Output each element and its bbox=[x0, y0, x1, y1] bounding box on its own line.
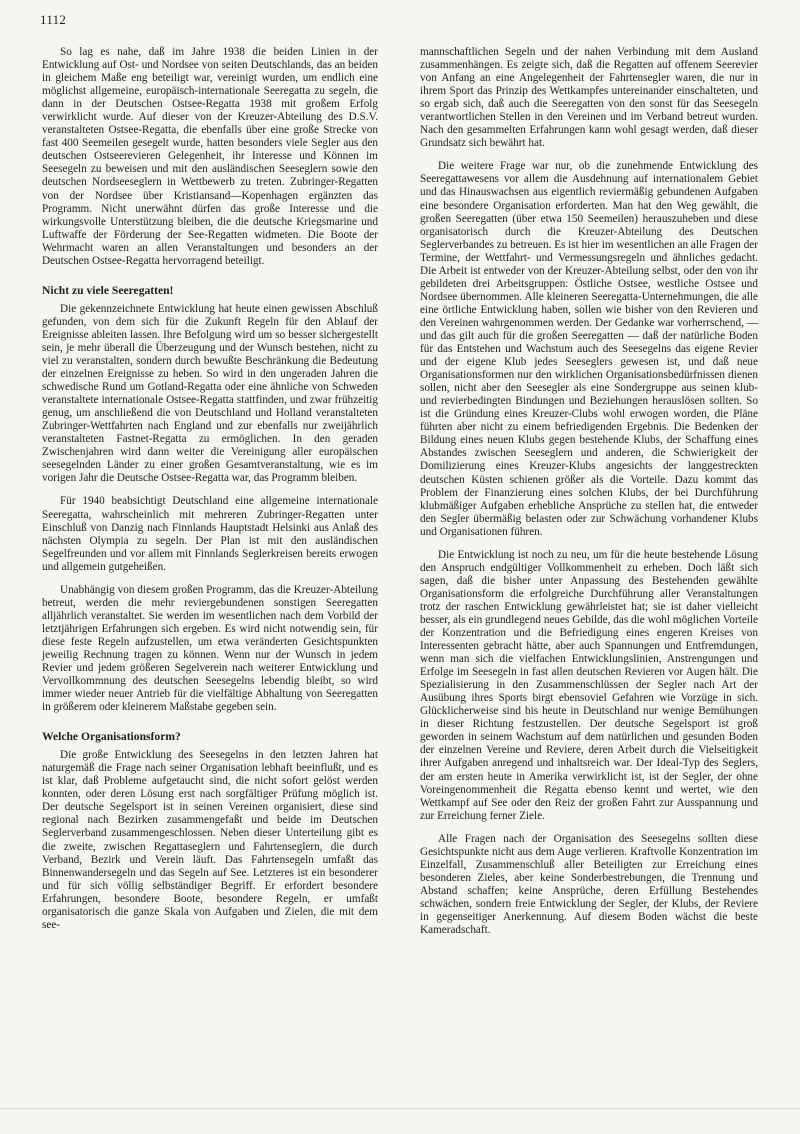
paragraph: Für 1940 beabsichtigt Deutschland eine allgemeine internationale Seeregatta, wahrscheinlich mit mehreren Zubringer-Regatten unter Einschluß von Danzig nach Finnlands Hauptstadt Helsinki aus Anlaß des nächsten Olympia zu segeln. Der Plan ist mit den ausländischen Segelfreunden und vor allem mit Finnlands Seglerkreisen bereits erwogen und allgemein gutgeheißen. bbox=[42, 495, 378, 573]
paragraph: So lag es nahe, daß im Jahre 1938 die beiden Linien in der Entwicklung auf Ost- und Nordsee von seiten Deutschlands, das an beiden in gleichem Maße eng beteiligt war, vereinigt wurden, um endlich eine möglichst allgemeine, europäisch-internationale Seeregatta zu segeln, die dann in der Deutschen Ostsee-Regatta 1938 mit großem Erfolg verwirklicht wurde. Auf dieser von der Kreuzer-Abteilung des D.S.V. veranstalteten Ostsee-Regatta, die ebenfalls über eine große Strecke von fast 400 Seemeilen gesegelt wurde, hatten besonders viele Segler aus den deutschen Ostseerevieren Gelegenheit, ihr Interesse und Können im Seesegeln zu beweisen und mit den ausländischen Seeseglern sowie den deutschen Nordseeseglern in Wettbewerb zu treten. Zubringer-Regatten von der Nordsee über Kristiansand—Kopenhagen ergänzten das Programm. Nicht unerwähnt dürfen das große Interesse und die wirkungsvolle Unterstützung bleiben, die die deutsche Kriegsmarine und Luftwaffe der Förderung der See-Regatten widmeten. Die Boote der Wehrmacht waren an allen Veranstaltungen und besonders an der Deutschen Ostsee-Regatta hervorragend beteiligt. bbox=[42, 46, 378, 267]
paragraph: Alle Fragen nach der Organisation des Seesegelns sollten diese Gesichtspunkte nicht aus dem Auge verlieren. Kraftvolle Konzentration im Einzelfall, Zusammenschluß aller Beteiligten zur Erreichung eines besonderen Zieles, aber keine Sonderbestrebungen, die Trennung und Abstand schaffen; keine Ansprüche, deren Erfüllung Bestehendes schwächen, sondern freie Entwicklung der Segler, der Klubs, der Reviere in gegenseitiger Anerkennung. Auf diesem Boden wächst die beste Kameradschaft. bbox=[420, 832, 758, 937]
paragraph: Unabhängig von diesem großen Programm, das die Kreuzer-Abteilung betreut, werden die mehr reviergebundenen sonstigen Seeregatten alljährlich veranstaltet. Sie werden im wesentlichen nach dem Vorbild der letztjährigen Erfahrungen sich ergeben. Es wird nicht notwendig sein, für diese feste Regeln aufzustellen, um etwa veränderten Gesichtspunkten jeweilig Rechnung tragen zu können. Wenn nur der Wunsch in jedem Revier und jedem größeren Segelverein nach weiterer Entwicklung und Vervollkommnung des deutschen Seesegelns lebendig bleibt, so wird immer wieder neuer Antrieb für die vielfältige Abhaltung von Seeregatten in größerem oder kleinerem Maßstabe gegeben sein. bbox=[42, 583, 378, 714]
page-edge-line bbox=[0, 1108, 800, 1109]
paragraph: Die gekennzeichnete Entwicklung hat heute einen gewissen Abschluß gefunden, von dem sich für die Zukunft Regeln für den Ablauf der Ereignisse ableiten lassen. Ihre Befolgung wird um so besser sichergestellt sein, je mehr überall die Überzeugung und der Wunsch bestehen, nicht zu viel zu veranstalten, sondern durch bewußte Beschränkung die Bedeutung der einzelnen Ereignisse zu heben. So wird in den ungeraden Jahren die schwedische Rund um Gotland-Regatta oder eine ähnliche von Schweden veranstaltete internationale Ostsee-Regatta stattfinden, und zwar frühzeitig genug, um anschließend die von Deutschland und Holland veranstalteten Zubringer-Wettfahrten nach England und zur ebenfalls nur zweijährlich veranstalteten Fastnet-Regatta zu ermöglichen. In den geraden Zwischenjahren wird dann weiter die Vereinigung aller europäischen seesegelnden Länder zu einer großen Gesamtveranstaltung, wie es im vorigen Jahr die Deutsche Ostsee-Regatta war, das Programm bleiben. bbox=[42, 302, 378, 485]
paragraph: mannschaftlichen Segeln und der nahen Verbindung mit dem Ausland zusammenhängen. Es zeigte sich, daß die Regatten auf offenem Seerevier von Anfang an eine Angelegenheit der Fahrtensegler waren, die nur in ihrem Sport das Prinzip des Wettkampfes untereinander einschalteten, und so ergab sich, daß auch die Seeregatten von den sonst für das Seesegeln verantwortlichen Stellen in den Vereinen und im Verband betreut wurden. Nach den gesammelten Erfahrungen kann wohl gesagt werden, daß dieser Grundsatz sich bewährt hat. bbox=[420, 46, 758, 150]
section-heading: Nicht zu viele Seeregatten! bbox=[42, 283, 174, 297]
right-column bbox=[420, 46, 758, 947]
section-heading: Welche Organisationsform? bbox=[42, 730, 181, 744]
paragraph: Die Entwicklung ist noch zu neu, um für die heute bestehende Lösung den Anspruch endgültiger Vollkommenheit zu erheben. Doch läßt sich sagen, daß die bisher unter Anpassung des Bestehenden gewählte Organisationsform die erfolgreiche Durchführung aller Veranstaltungen trotz der raschen Entwicklung gewährleistet hat; sie ist daher vielleicht besser, als ein grundlegend neues Gebilde, das die wohl möglichen Vorteile der Konzentration und die Befriedigung eines engeren Kreises von Interessenten gebracht hätte, aber auch Spannungen und Entfremdungen, wenn man sich die vielfachen Entwicklungslinien, Anstrengungen und Erfolge im Seesegeln in fast allen deutschen Revieren vor Augen hält. Die Spezialisierung in den Zusammenschlüssen der Segler nach Art der Ausübung ihres Sports birgt ebensoviel Gefahren wie Vorzüge in sich. Glücklicherweise sind bis heute in Deutschland nur wenige Bemühungen in dieser Richtung festzustellen. Der deutsche Segelsport ist groß geworden in seinem Wachstum auf dem natürlichen und gesunden Boden der einzelnen Vereine und Reviere, deren Arbeit durch die Vielseitigkeit ihrer Aufgaben anregend und inhaltsreich war. Der Ideal-Typ des Seglers, der am ersten heute in Amerika verwirklicht ist, ist der Segler, der ohne Voreingenommenheit die Regatta ebenso kennt und wertet, wie den Wettkampf auf See oder den Reiz der großen Fahrt zur Ausspannung und zur Erreichung ferner Ziele. bbox=[420, 548, 758, 822]
paragraph: Die große Entwicklung des Seesegelns in den letzten Jahren hat naturgemäß die Frage nach seiner Organisation lebhaft beeinflußt, und es ist klar, daß Probleme aufgetaucht sind, die nicht sofort gelöst werden konnten, oder deren Lösung erst nach sorgfältiger Prüfung möglich ist. Der deutsche Segelsport ist in seinen Vereinen organisiert, diese sind regional nach Bezirken zusammengefaßt und beide im Deutschen Seglerverband zusammengeschlossen. Neben dieser Unterteilung gibt es die zweite, zwischen Regattaseglern und Fahrtenseglern, die durch Verband, Bezirk und Verein läuft. Das Fahrtensegeln umfaßt das Binnenwandersegeln und das Segeln auf See. Letzteres ist ein besonderer und für sich völlig selbständiger Begriff. Er erfordert besondere Erfahrungen, besondere Boote, besondere Regeln, er umfaßt organisatorisch die ganze Skala von Aufgaben und Zielen, die mit dem see- bbox=[42, 749, 378, 931]
paragraph: Die weitere Frage war nur, ob die zunehmende Entwicklung des Seeregattawesens vor allem die Ausdehnung auf internationalem Gebiet und das Hinauswachsen aus eigentlich reviermäßig gebundenen Aufgaben eine besondere Organisation erforderten. Man hat den Weg gewählt, die großen Seeregatten (über etwa 150 Seemeilen) herauszuheben und diese organisatorisch durch die Kreuzer-Abteilung des Deutschen Seglerverbandes zu betreuen. Es ist hier im wesentlichen an alle Fragen der Termine, der Wettfahrt- und Vermessungsregeln und ähnliches gedacht. Die Arbeit ist entweder von der Kreuzer-Abteilung selbst, oder den von ihr gebildeten drei Arbeitsgruppen: Östliche Ostsee, westliche Ostsee und Nordsee übernommen. Alle kleineren Seeregatta-Unternehmungen, die alle eine örtliche Entwicklung haben, sollen wie bisher von den Revieren und den Vereinen wahrgenommen werden. Der Gedanke war vorherrschend, — und das gilt auch für die großen Seeregatten — daß der natürliche Boden für das Entstehen und Wachstum auch des Seesegelns das eigene Revier und der eigene Klub jedes Seeseglers gewesen ist, und daß neue Organisationsformen nur den wirklichen Organisationsbedürfnissen dienen sollen, nicht aber den Seesegler als eine Sondergruppe aus seinen klub- und revierbedingten Bindungen und Beziehungen herauslösen sollten. So ist die Gründung eines Kreuzer-Clubs wohl erwogen worden, die Pläne führten aber nicht zu einem befriedigenden Ergebnis. Die Bedenken der Bildung eines neuen Klubs gegen bestehende Klubs, der Schaffung eines Abstandes zwischen Seeseglern und anderen, die Schwierigkeit der Domilizierung eines Kreuzer-Klubs angesichts der langgestreckten deutschen Küsten schienen größer als die Vorteile. Dazu kommt das Problem der Finanzierung eines solchen Klubs, der bei Durchführung klubmäßiger Aufgaben erhebliche Ansprüche zu stellen hat, die entweder den Segler übermäßig belasten oder zur Schwächung vorhandener Klubs und Organisationen führen. bbox=[420, 160, 758, 538]
page-number: 1112 bbox=[40, 12, 67, 27]
left-column bbox=[42, 46, 378, 942]
